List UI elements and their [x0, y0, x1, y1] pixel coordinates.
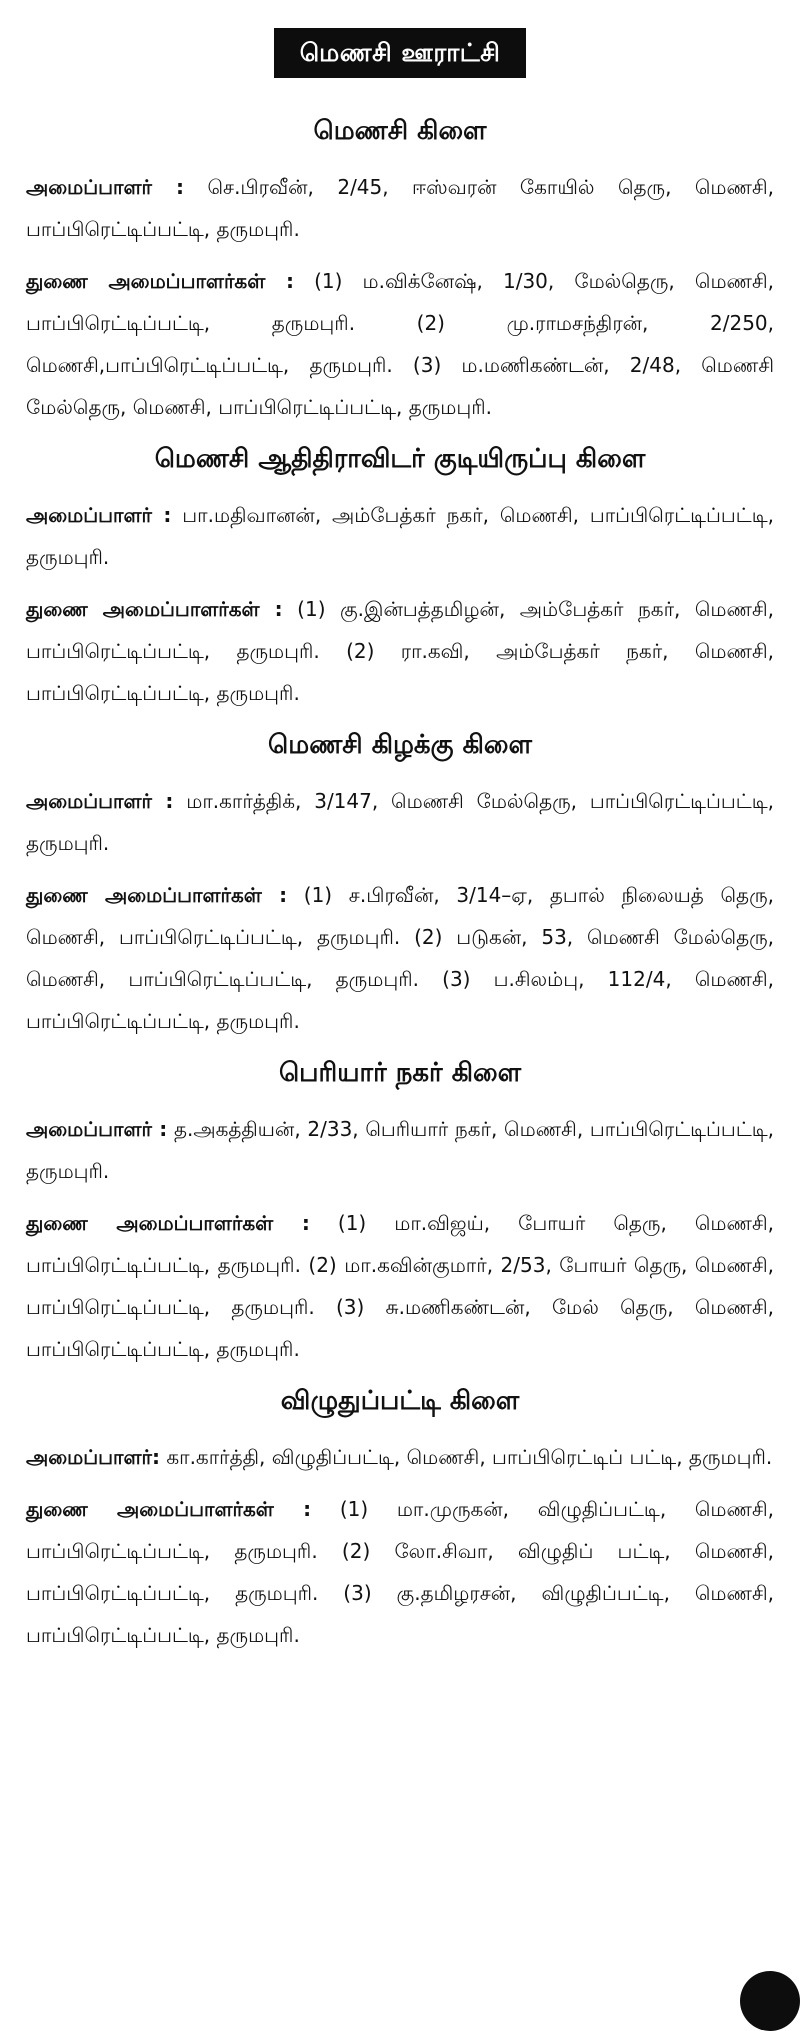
deputy-label: துணை அமைப்பாளர்கள் : — [26, 269, 294, 293]
deputy-paragraph — [26, 1202, 774, 1370]
branch-title: பெரியார் நகர் கிளை — [278, 1058, 522, 1088]
organizer-label: அமைப்பாளர் : — [26, 1117, 168, 1141]
organizer-details: செ.பிரவீன், 2/45, ஈஸ்வரன் கோயில் தெரு, மெணசி, பாப்பிரெட்டிப்பட்டி, தருமபுரி. — [26, 175, 774, 241]
organizer-paragraph — [26, 780, 774, 864]
page-corner-marker — [740, 1971, 800, 2031]
deputy-details: (1) ம.விக்னேஷ், 1/30, மேல்தெரு, மெணசி, பாப்பிரெட்டிப்பட்டி, தருமபுரி. (2) மு.ராமசந்திரன், 2/250, மெணசி,பாப்பிரெட்டிப்பட்டி, தருமபுரி. (3) ம.மணிகண்டன், 2/48, மெணசி மேல்தெரு, மெணசி, பாப்பிரெட்டிப்பட்டி, தருமபுரி. — [26, 269, 775, 419]
deputy-label: துணை அமைப்பாளர்கள் : — [26, 597, 283, 621]
deputy-label: துணை அமைப்பாளர்கள் : — [26, 1211, 310, 1235]
branch-title: மெணசி கிழக்கு கிளை — [268, 730, 532, 760]
branch-section — [26, 1384, 774, 1656]
deputy-details: (1) ச.பிரவீன், 3/14–ஏ, தபால் நிலையத் தெரு, மெணசி, பாப்பிரெட்டிப்பட்டி, தருமபுரி. (2) படுகன், 53, மெணசி மேல்தெரு, மெணசி, பாப்பிரெட்டிப்பட்டி, தருமபுரி. (3) ப.சிலம்பு, 112/4, மெணசி, பாப்பிரெட்டிப்பட்டி, தருமபுரி. — [26, 883, 774, 1033]
deputy-paragraph — [26, 588, 774, 714]
organizer-details: மா.கார்த்திக், 3/147, மெணசி மேல்தெரு, பாப்பிரெட்டிப்பட்டி, தருமபுரி. — [26, 789, 775, 855]
organizer-label: அமைப்பாளர் : — [26, 175, 184, 199]
deputy-details: (1) மா.விஜய், போயர் தெரு, மெணசி, பாப்பிரெட்டிப்பட்டி, தருமபுரி. (2) மா.கவின்குமார், 2/53, போயர் தெரு, மெணசி, பாப்பிரெட்டிப்பட்டி, தருமபுரி. (3) சு.மணிகண்டன், மேல் தெரு, மெணசி, பாப்பிரெட்டிப்பட்டி, தருமபுரி. — [26, 1211, 774, 1361]
deputy-paragraph — [26, 874, 774, 1042]
organizer-paragraph — [26, 1436, 774, 1478]
deputy-details: (1) கு.இன்பத்தமிழன், அம்பேத்கர் நகர், மெணசி, பாப்பிரெட்டிப்பட்டி, தருமபுரி. (2) ரா.கவி, அம்பேத்கர் நகர், மெணசி, பாப்பிரெட்டிப்பட்டி, தருமபுரி. — [26, 597, 774, 705]
organizer-details: த.அகத்தியன், 2/33, பெரியார் நகர், மெணசி, பாப்பிரெட்டிப்பட்டி, தருமபுரி. — [26, 1117, 775, 1183]
branch-section — [26, 728, 774, 1042]
organizer-label: அமைப்பாளர்: — [26, 1445, 160, 1469]
branch-section — [26, 114, 774, 428]
organizer-label: அமைப்பாளர் : — [26, 789, 174, 813]
deputy-label: துணை அமைப்பாளர்கள் : — [26, 883, 288, 907]
deputy-details: (1) மா.முருகன், விழுதிப்பட்டி, மெணசி, பாப்பிரெட்டிப்பட்டி, தருமபுரி. (2) லோ.சிவா, விழுதிப் பட்டி, மெணசி, பாப்பிரெட்டிப்பட்டி, தருமபுரி. (3) கு.தமிழரசன், விழுதிப்பட்டி, மெணசி, பாப்பிரெட்டிப்பட்டி, தருமபுரி. — [26, 1497, 774, 1647]
organizer-paragraph — [26, 494, 774, 578]
branch-title: விழுதுப்பட்டி கிளை — [280, 1386, 520, 1416]
organizer-details: பா.மதிவானன், அம்பேத்கர் நகர், மெணசி, பாப்பிரெட்டிப்பட்டி, தருமபுரி. — [26, 503, 774, 569]
deputy-paragraph — [26, 1488, 774, 1656]
branch-title: மெணசி கிளை — [313, 116, 487, 146]
branch-section — [26, 442, 774, 714]
organizer-details: கா.கார்த்தி, விழுதிப்பட்டி, மெணசி, பாப்பிரெட்டிப் பட்டி, தருமபுரி. — [166, 1445, 773, 1469]
organizer-label: அமைப்பாளர் : — [26, 503, 172, 527]
banner-container — [26, 28, 774, 78]
deputy-paragraph — [26, 260, 774, 428]
organizer-paragraph — [26, 1108, 774, 1192]
organizer-paragraph — [26, 166, 774, 250]
deputy-label: துணை அமைப்பாளர்கள் : — [26, 1497, 312, 1521]
panchayat-banner: மெணசி ஊராட்சி — [274, 28, 527, 78]
branch-title: மெணசி ஆதிதிராவிடர் குடியிருப்பு கிளை — [154, 444, 646, 474]
branch-section — [26, 1056, 774, 1370]
